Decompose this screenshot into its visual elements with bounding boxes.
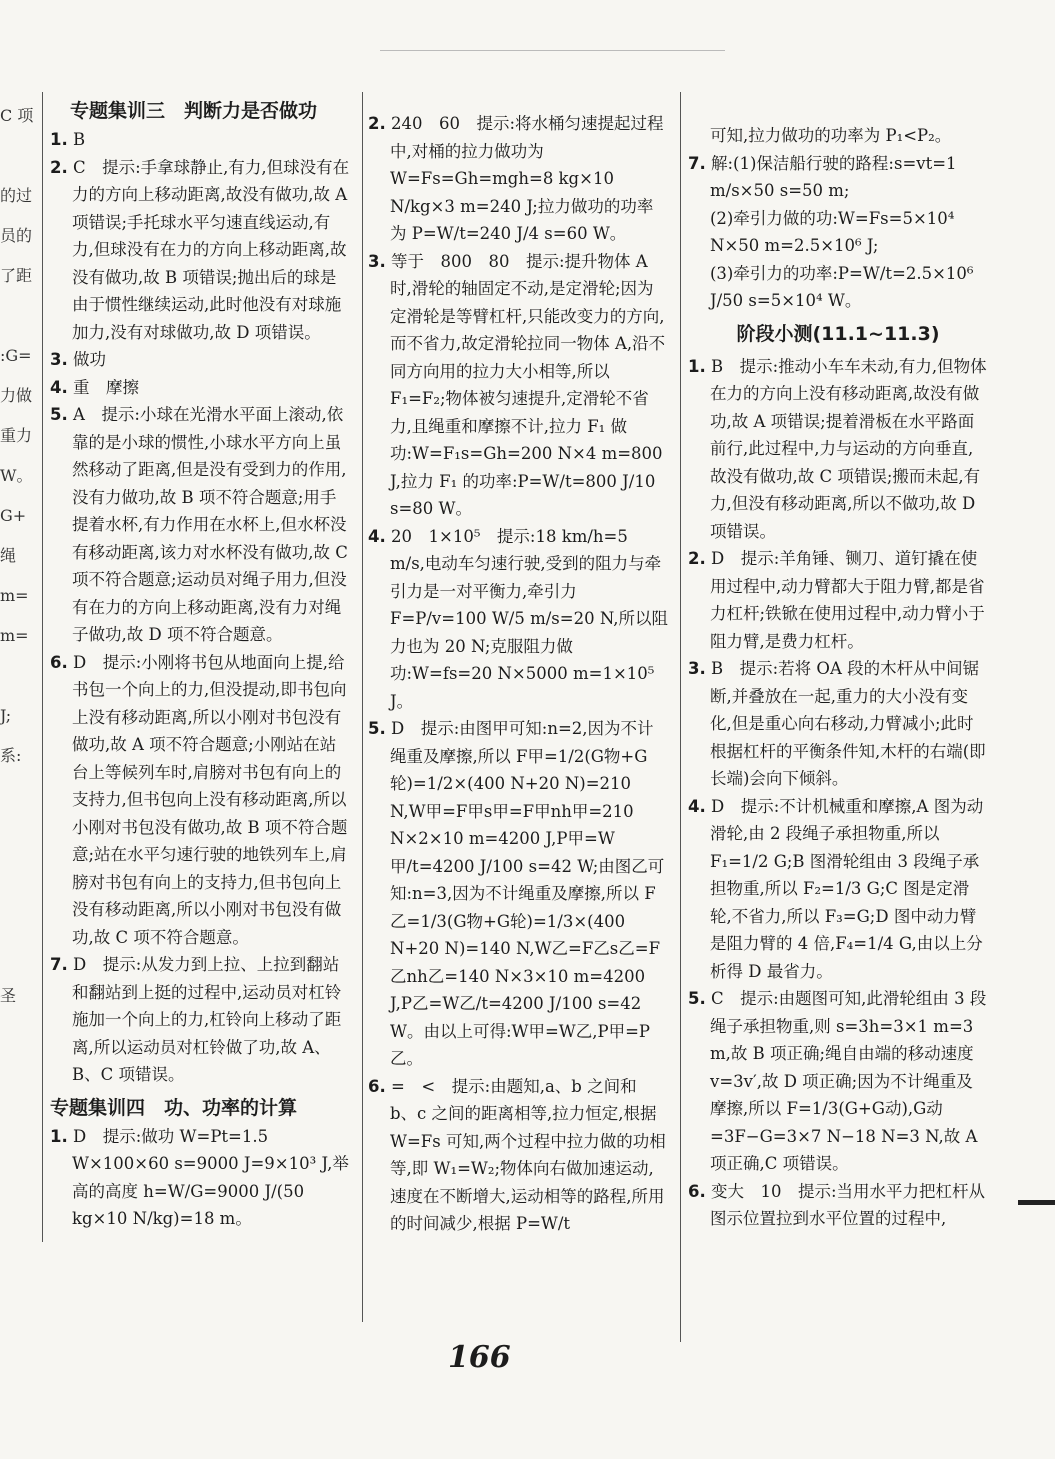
page-number: 166 — [448, 1340, 511, 1375]
continued-text: 可知,拉力做功的功率为 P₁<P₂。 — [710, 126, 952, 145]
list-item — [368, 110, 668, 248]
list-item — [50, 154, 350, 347]
item-number: 3. — [368, 251, 386, 271]
list-item — [688, 985, 988, 1178]
list-item — [50, 126, 350, 154]
item-text: A 提示:小球在光滑水平面上滚动,依靠的是小球的惯性,小球水平方向上虽然移动了距离,但是没有受到力的作用,没有力做功,故 B 项不符合题意;用手提着水杯,有力作用在水杯上,但水杯没有移动距离,该力对水杯没有做功,故 C项不符合题意;运动员对绳子用力,但没有在力的方向上移动距离,没有力对绳子做功,故 D 项不符合题意。 — [72, 405, 348, 644]
section-title-3: 专题集训三 判断力是否做功 — [70, 100, 318, 122]
list-item — [50, 374, 350, 402]
edge-fragment: G+ — [0, 506, 27, 525]
divider-2 — [680, 92, 681, 1342]
item-number: 4. — [688, 796, 706, 816]
edge-fragment: 员的 — [0, 226, 33, 245]
column-3 — [688, 122, 988, 1233]
edge-fragment: 圣 — [0, 986, 17, 1005]
list-item — [50, 951, 350, 1089]
item-text: 等于 800 80 提示:提升物体 A 时,滑轮的轴固定不动,是定滑轮;因为定滑轮是等臂杠杆,只能改变力的方向,而不省力,故定滑轮拉同一物体 A,沿不同方向用的拉力大小相等,所以 F₁=F₂;物体被匀速提升,定滑轮不省力,且绳重和摩擦不计,拉力 F₁ 做功:W=F₁s=Gh=200 N×4 m=800 J,拉力 F₁ 的功率:P=W/t=800 J/10 s=80 W。 — [390, 251, 666, 518]
item-number: 7. — [50, 955, 68, 974]
section-title-quiz: 阶段小测(11.1~11.3) — [736, 322, 940, 345]
edge-fragment — [0, 776, 40, 816]
left-edge-fragments — [0, 96, 40, 1016]
item-number: 3. — [50, 350, 68, 369]
item-text: 240 60 提示:将水桶匀速提起过程中,对桶的拉力做功为 W=Fs=Gh=mgh=8 kg×10 N/kg×3 m=240 J;拉力做功的功率为 P=W/t=240 J/4 s=60 W。 — [390, 114, 664, 243]
item-number: 6. — [688, 1181, 706, 1201]
list-item — [50, 401, 350, 649]
edge-fragment — [0, 136, 40, 176]
item-number: 5. — [688, 989, 706, 1008]
edge-fragment: 重力 — [0, 426, 33, 445]
item-number: 5. — [50, 405, 68, 424]
item-number: 1. — [50, 130, 68, 149]
item-text: D 提示:由图甲可知:n=2,因为不计绳重及摩擦,所以 F甲=1/2(G物+G轮)=1/2×(400 N+20 N)=210 N,W甲=F甲s甲=F甲nh甲=210 N×2×10 m=4200 J,P甲=W甲/t=4200 J/100 s=42 W;由图乙可知:n=3,因为不计绳重及摩擦,所以 F乙=1/3(G物+G轮)=1/3×(400 N+20 N)=140 N,W乙=F乙s乙=F乙nh乙=140 N×3×10 m=4200 J,P乙=W乙/t=4200 J/100 s=42 W。由以上可得:W甲=W乙,P甲=P乙。 — [390, 719, 665, 1068]
item-text: D 提示:羊角锤、铡刀、道钉撬在使用过程中,动力臂都大于阻力臂,都是省力杠杆;铁锨在使用过程中,动力臂小于阻力臂,是费力杠杆。 — [710, 549, 985, 651]
edge-fragment: W。 — [0, 466, 33, 485]
item-number: 2. — [688, 549, 706, 568]
list-item — [50, 649, 350, 952]
edge-fragment — [0, 296, 40, 336]
item-text: D 提示:不计机械重和摩擦,A 图为动滑轮,由 2 段绳子承担物重,所以 F₁=1/2 G;B 图滑轮组由 3 段绳子承担物重,所以 F₂=1/3 G;C 图是定滑轮,不省力,所以 F₃=G;D 图中动力臂是阻力臂的 4 倍,F₄=1/4 G,由以上分析得 D 最省力。 — [710, 796, 984, 981]
item-text: C 提示:由题图可知,此滑轮组由 3 段绳子承担物重,则 s=3h=3×1 m=3 m,故 B 项正确;绳自由端的移动速度 v=3v′,故 D 项正确;因为不计绳重及摩擦,所以 F=1/3(G+G动),G动=3F−G=3×7 N−18 N=3 N,故 A 项正确,C 项错误。 — [710, 989, 987, 1173]
item-number: 4. — [50, 377, 68, 397]
edge-mark — [1018, 1200, 1055, 1205]
edge-fragment — [0, 816, 40, 856]
edge-fragment: m= — [0, 586, 29, 605]
edge-fragment: 系: — [0, 746, 22, 765]
solution-step-2: (2)牵引力做的功:W=Fs=5×10⁴ N×50 m=2.5×10⁶ J; — [710, 208, 955, 255]
item-text: 20 1×10⁵ 提示:18 km/h=5 m/s,电动车匀速行驶,受到的阻力与牵引力是一对平衡力,牵引力 F=P/v=100 W/5 m/s=20 N,所以阻力也为 20 N;克服阻力做功:W=fs=20 N×5000 m=1×10⁵ J。 — [390, 526, 668, 711]
edge-fragment: 力做 — [0, 386, 33, 405]
item-text: B 提示:推动小车车未动,有力,但物体在力的方向上没有移动距离,故没有做功,故 A 项错误;提着滑板在水平路面前行,此过程中,力与运动的方向垂直,故没有做功,故 C 项错误;搬而未起,有力,但没有移动距离,所以不做功,故 D项错误。 — [710, 356, 987, 541]
item-text: 变大 10 提示:当用水平力把杠杆从图示位置拉到水平位置的过程中, — [710, 1181, 986, 1228]
list-item — [368, 523, 668, 716]
column-2 — [368, 110, 668, 1238]
item-text: C 提示:手拿球静止,有力,但球没有在力的方向上移动距离,故没有做功,故 A 项错误;手托球水平匀速直线运动,有力,但球没有在力的方向上移动距离,故没有做功,故 B 项错误;抛出后的球是由于惯性继续运动,此时他没有对球施加力,没有对球做功,故 D 项错误。 — [72, 157, 350, 342]
item-number: 2. — [50, 157, 68, 177]
item-number: 5. — [368, 719, 386, 738]
list-item — [368, 1073, 668, 1238]
top-rule — [380, 50, 725, 51]
item-number: 6. — [50, 652, 68, 672]
edge-fragment: 了距 — [0, 266, 33, 285]
list-item — [50, 346, 350, 374]
item-text: 做功 — [73, 350, 106, 369]
item-number: 4. — [368, 526, 386, 546]
list-item — [688, 1178, 988, 1233]
column-1 — [50, 96, 350, 1233]
edge-fragment: J; — [0, 706, 12, 725]
edge-fragment — [0, 896, 40, 936]
list-item — [688, 545, 988, 655]
section-title-4: 专题集训四 功、功率的计算 — [50, 1096, 298, 1119]
item-text: D 提示:小刚将书包从地面向上提,给书包一个向上的力,但没提动,即书包向上没有移动距离,所以小刚对书包没有做功,故 A 项不符合题意;小刚站在站台上等候列车时,肩膀对书包有向上的支持力,但书包向上没有移动距离,所以小刚对书包没有做功,故 B 项不符合题意;站在水平匀速行驶的地铁列车上,肩膀对书包有向上的支持力,但书包向上没有移动距离,所以小刚对书包没有做功,故 C 项不符合题意。 — [72, 652, 348, 947]
edge-fragment — [0, 656, 40, 696]
item-number: 3. — [688, 659, 706, 678]
solution-step-3: (3)牵引力的功率:P=W/t=2.5×10⁶ J/50 s=5×10⁴ W。 — [710, 263, 974, 310]
list-item: 7. 解:(1)保洁船行驶的路程:s=vt=1 m/s×50 s=50 m; — [688, 153, 957, 200]
item-text: 重 摩擦 — [73, 377, 139, 397]
list-item — [368, 715, 668, 1073]
item-text: B — [73, 130, 86, 149]
item-number: 1. — [688, 356, 706, 376]
list-item — [368, 248, 668, 523]
item-text: B 提示:若将 OA 段的木杆从中间锯断,并叠放在一起,重力的大小没有变化,但是重心向右移动,力臂减小;此时根据杠杆的平衡条件知,木杆的右端(即长端)会向下倾斜。 — [710, 659, 986, 788]
list-item — [688, 353, 988, 546]
edge-fragment: :G= — [0, 346, 32, 365]
edge-fragment: m= — [0, 626, 29, 645]
item-text: D 提示:从发力到上拉、上拉到翻站和翻站到上挺的过程中,运动员对杠铃施加一个向上的力,杠铃向上移动了距离,所以运动员对杠铃做了功,故 A、B、C 项错误。 — [72, 955, 342, 1084]
item-number: 2. — [368, 114, 386, 133]
item-text: = < 提示:由题知,a、b 之间和 b、c 之间的距离相等,拉力恒定,根据 W=Fs 可知,两个过程中拉力做的功相等,即 W₁=W₂;物体向右做加速运动,速度在不断增大,运动相等的路程,所用的时间减少,根据 P=W/t — [390, 1076, 666, 1233]
edge-fragment: 绳 — [0, 546, 17, 565]
divider-1 — [362, 92, 363, 1322]
list-item: 1. D 提示:做功 W=Pt=1.5 W×100×60 s=9000 J=9×10³ J,举高的高度 h=W/G=9000 J/(50 kg×10 N/kg)=18 m。 — [50, 1126, 349, 1228]
edge-fragment: C 项 — [0, 106, 34, 125]
edge-fragment — [0, 856, 40, 896]
edge-fragment — [0, 936, 40, 976]
item-number: 6. — [368, 1076, 386, 1096]
edge-fragment: 的过 — [0, 186, 33, 205]
list-item — [688, 793, 988, 986]
list-item — [688, 655, 988, 793]
divider-left — [42, 92, 43, 1242]
